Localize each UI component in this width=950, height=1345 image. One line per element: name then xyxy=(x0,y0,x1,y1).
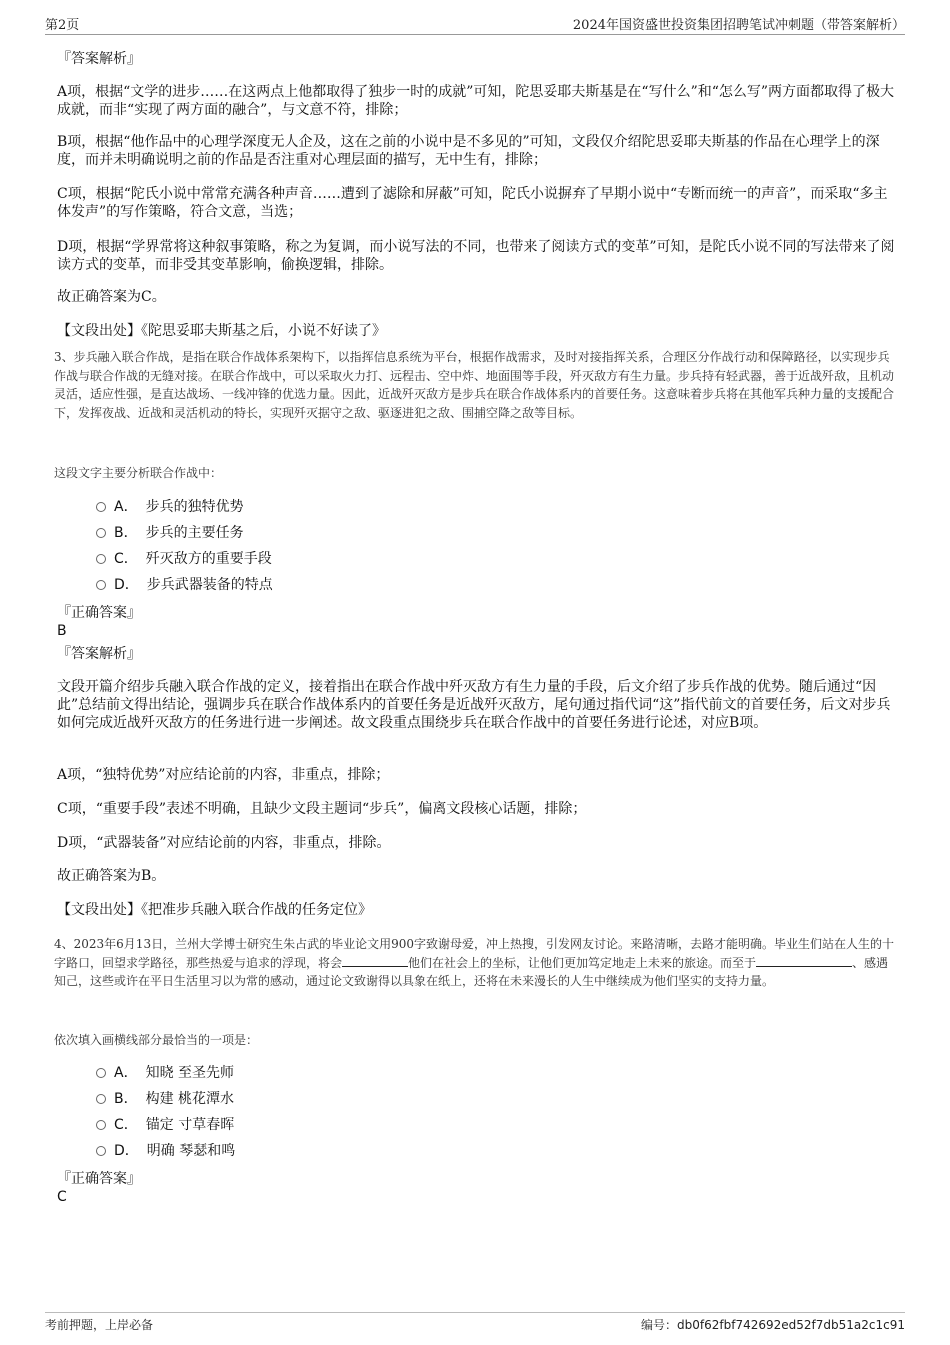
source: 【文段出处】《把准步兵融入联合作战的任务定位》 xyxy=(57,902,372,918)
radio-icon[interactable] xyxy=(96,580,106,590)
option-3a[interactable]: A． 步兵的独特优势 xyxy=(96,498,244,516)
radio-icon[interactable] xyxy=(96,502,106,512)
analysis-para-d: D项，根据“学界常将这种叙事策略，称之为复调，而小说写法的不同，也带来了阅读方式的变革”可知，是陀氏小说不同的写法带来了阅读方式的变革，而非受其变革影响，偷换逻辑，排除。 xyxy=(57,239,895,273)
analysis-para-d: D项，“武器装备”对应结论前的内容，非重点，排除。 xyxy=(57,835,391,851)
option-4a[interactable]: A． 知晓 至圣先师 xyxy=(96,1064,234,1082)
radio-icon[interactable] xyxy=(96,554,106,564)
analysis-para-c: C项，“重要手段”表述不明确，且缺少文段主题词“步兵”，偏离文段核心话题，排除； xyxy=(57,801,587,817)
analysis-para-b: B项，根据“他作品中的心理学深度无人企及，这在之前的小说中是不多见的”可知，文段仅介绍陀思妥耶夫斯基的作品在心理学上的深度，而并未明确说明之前的作品是否注重对心理层面的描写，无中生有，排除； xyxy=(57,134,880,168)
radio-icon[interactable] xyxy=(96,1068,106,1078)
radio-icon[interactable] xyxy=(96,528,106,538)
option-4b[interactable]: B． 构建 桃花潭水 xyxy=(96,1090,234,1108)
option-4c[interactable]: C． 锚定 寸草春晖 xyxy=(96,1116,234,1134)
radio-icon[interactable] xyxy=(96,1120,106,1130)
option-4d[interactable]: D． 明确 琴瑟和鸣 xyxy=(96,1142,235,1160)
conclusion: 故正确答案为B。 xyxy=(57,868,166,884)
document-title: 2024年国资盛世投资集团招聘笔试冲刺题（带答案解析） xyxy=(572,18,905,33)
question-3-prompt: 这段文字主要分析联合作战中： xyxy=(54,466,223,480)
page-header xyxy=(45,14,905,35)
option-3d[interactable]: D． 步兵武器装备的特点 xyxy=(96,576,273,594)
option-3b[interactable]: B． 步兵的主要任务 xyxy=(96,524,244,542)
question-4-text: 4、2023年6月13日，兰州大学博士研究生朱占武的毕业论文用900字致谢母爱，冲上热搜，引发网友讨论。来路清晰，去路才能明确。毕业生们站在人生的十字路口，回望求学路径，那些热爱与追求的浮现，将会 他们在社会上的坐标，让他们更加笃定地走上未来的旅途。而至于 、感遇知己，这些或许在平日生活里习以为常的感动，通过论文致谢得以具象在纸上，还将在未来漫长的人生中继续成为他们坚实的支持力量。 xyxy=(54,937,894,988)
fill-blank-1[interactable] xyxy=(342,954,408,967)
analysis-para-a: A项，根据“文学的进步……在这两点上他都取得了独步一时的成就”可知，陀思妥耶夫斯基是在“写什么”和“怎么写”两方面都取得了极大成就，而非“实现了两方面的融合”，与文意不符，排除； xyxy=(57,84,895,118)
radio-icon[interactable] xyxy=(96,1094,106,1104)
footer-slogan: 考前押题，上岸必备 xyxy=(45,1318,154,1332)
answer-value: B xyxy=(57,623,67,639)
document-code: 编号：db0f62fbf742692ed52f7db51a2c1c91 xyxy=(641,1318,905,1332)
analysis-summary: 文段开篇介绍步兵融入联合作战的定义，接着指出在联合作战中歼灭敌方有生力量的手段，后文介绍了步兵作战的优势。随后通过“因此”总结前文得出结论，强调步兵在联合作战体系内的首要任务是近战歼灭敌方，尾句通过指代词“这”指代前文的首要任务，后文对步兵如何完成近战歼灭敌方的任务进行进一步阐述。故文段重点围绕步兵在联合作战中的首要任务进行论述，对应B项。 xyxy=(57,679,891,731)
page-footer xyxy=(45,1312,905,1332)
conclusion: 故正确答案为C。 xyxy=(57,289,166,305)
answer-label: 『正确答案』 xyxy=(57,1171,141,1187)
source: 【文段出处】《陀思妥耶夫斯基之后，小说不好读了》 xyxy=(57,323,386,339)
option-3c[interactable]: C． 歼灭敌方的重要手段 xyxy=(96,550,272,568)
question-4-prompt: 依次填入画横线部分最恰当的一项是： xyxy=(54,1033,259,1047)
answer-label: 『正确答案』 xyxy=(57,605,141,621)
radio-icon[interactable] xyxy=(96,1146,106,1156)
analysis-label: 『答案解析』 xyxy=(57,51,141,67)
fill-blank-2[interactable] xyxy=(756,954,852,967)
answer-value: C xyxy=(57,1189,67,1205)
analysis-para-a: A项，“独特优势”对应结论前的内容，非重点，排除； xyxy=(57,767,390,783)
page-number: 第2页 xyxy=(45,18,80,33)
question-3-text: 3、步兵融入联合作战，是指在联合作战体系架构下，以指挥信息系统为平台，根据作战需求，及时对接指挥关系，合理区分作战行动和保障路径，以实现步兵作战与联合作战的无缝对接。在联合作战中，可以采取火力打、远程击、空中炸、地面围等手段，歼灭敌方有生力量。步兵持有轻武器，善于近战歼敌，且机动灵活，适应性强，是直达战场、一线冲锋的优选力量。因此，近战歼灭敌方是步兵在联合作战体系内的首要任务。这意味着步兵将在其他军兵种力量的支援配合下，发挥夜战、近战和灵活机动的特长，实现歼灭据守之敌、驱逐进犯之敌、围捕空降之敌等目标。 xyxy=(54,350,895,420)
analysis-label: 『答案解析』 xyxy=(57,646,141,662)
analysis-para-c: C项，根据“陀氏小说中常常充满各种声音……遭到了滤除和屏蔽”可知，陀氏小说摒弃了早期小说中“专断而统一的声音”，而采取“多主体发声”的写作策略，符合文意，当选； xyxy=(57,186,888,220)
